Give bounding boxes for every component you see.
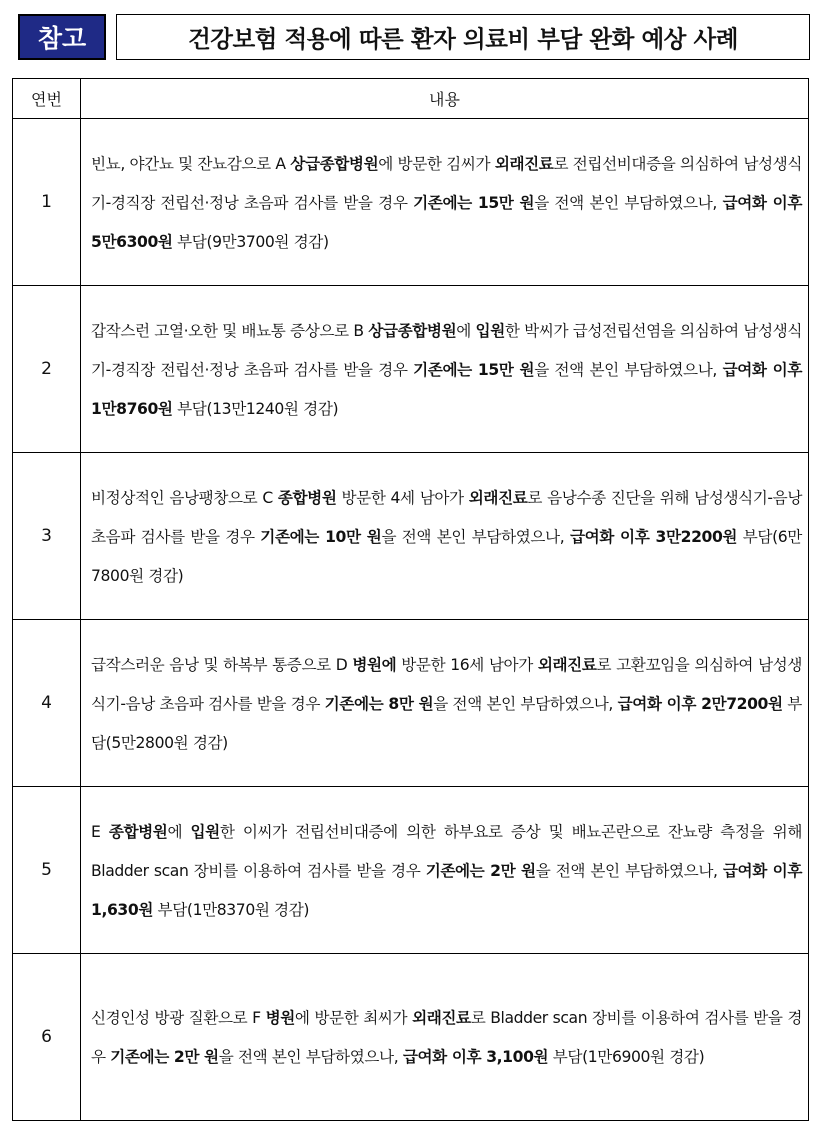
emphasis-text: 종합병원 <box>108 822 168 841</box>
table-row <box>13 954 809 1121</box>
body-text: 부담(5만2800원 경감) <box>91 694 802 752</box>
table-row <box>13 787 809 954</box>
body-text: 을 전액 본인 부담하였으나, <box>534 360 723 379</box>
row-number: 4 <box>13 620 81 787</box>
row-content <box>81 954 809 1121</box>
document-title: 건강보험 적용에 따른 환자 의료비 부담 완화 예상 사례 <box>116 14 810 60</box>
body-text: 을 전액 본인 부담하였으나, <box>433 694 618 713</box>
body-text: 비정상적인 음낭팽창으로 C <box>91 488 278 507</box>
emphasis-text: 외래진료 <box>412 1009 471 1027</box>
body-text: 급작스러운 음낭 및 하복부 통증으로 D <box>91 655 353 674</box>
body-text: 빈뇨, 야간뇨 및 잔뇨감으로 A <box>91 154 291 173</box>
body-text: 갑작스런 고열·오한 및 배뇨통 증상으로 B <box>91 321 369 340</box>
body-text: 한 이씨가 전립선비대증에 의한 하부요로 증상 및 배뇨곤란으로 잔뇨량 측정을 위해 Bladder scan 장비를 이용하여 검사를 받을 경우 <box>91 822 802 880</box>
document-header <box>12 12 808 66</box>
emphasis-text: 급여화 이후 3만2200원 <box>569 527 738 546</box>
emphasis-text: 종합병원 <box>277 488 337 507</box>
row-number: 3 <box>13 453 81 620</box>
body-text: 부담(9만3700원 경감) <box>172 232 329 251</box>
emphasis-text: 급여화 이후 2만7200원 <box>617 694 783 713</box>
row-content <box>81 453 809 620</box>
table-row <box>13 620 809 787</box>
body-text: 에 <box>167 822 191 841</box>
row-content <box>81 119 809 286</box>
body-text: 로 전립선비대증을 의심하여 남성생식기-경직장 전립선·정낭 초음파 검사를 받을 경우 <box>91 154 802 212</box>
body-text: 부담(1만6900원 경감) <box>548 1048 705 1066</box>
body-text: 로 음낭수종 진단을 위해 남성생식기-음낭 초음파 검사를 받을 경우 <box>91 488 802 546</box>
emphasis-text: 외래진료 <box>537 655 597 674</box>
table-body <box>13 119 809 1121</box>
reference-badge: 참고 <box>18 14 106 60</box>
body-text: 부담(13만1240원 경감) <box>172 399 339 418</box>
row-content <box>81 286 809 453</box>
body-text: 방문한 4세 남아가 <box>336 488 469 507</box>
row-number: 6 <box>13 954 81 1121</box>
row-content <box>81 620 809 787</box>
body-text: 을 전액 본인 부담하였으나, <box>534 193 723 212</box>
emphasis-text: 입원 <box>475 321 505 340</box>
cases-table <box>12 78 809 1121</box>
body-text: 방문한 16세 남아가 <box>396 655 538 674</box>
row-number: 1 <box>13 119 81 286</box>
emphasis-text: 기존에는 15만 원 <box>413 193 535 212</box>
body-text: 부담(1만8370원 경감) <box>153 900 310 919</box>
emphasis-text: 급여화 이후 3,100원 <box>402 1048 549 1066</box>
body-text: 을 전액 본인 부담하였으나, <box>218 1048 403 1066</box>
table-header-row <box>13 79 809 119</box>
emphasis-text: 상급종합병원 <box>290 154 379 173</box>
body-text: 부담(6만7800원 경감) <box>91 527 802 585</box>
emphasis-text: 기존에는 15만 원 <box>413 360 535 379</box>
emphasis-text: 기존에는 2만 원 <box>425 861 536 880</box>
row-content <box>81 787 809 954</box>
emphasis-text: 급여화 이후 5만6300원 <box>91 193 802 251</box>
table-row <box>13 119 809 286</box>
emphasis-text: 기존에는 2만 원 <box>110 1048 219 1066</box>
body-text: 에 방문한 최씨가 <box>294 1009 413 1027</box>
emphasis-text: 외래진료 <box>494 154 554 173</box>
emphasis-text: 급여화 이후 1,630원 <box>91 861 802 919</box>
emphasis-text: 기존에는 8만 원 <box>324 694 434 713</box>
column-header-content: 내용 <box>81 79 809 119</box>
table-row <box>13 286 809 453</box>
body-text: 에 방문한 김씨가 <box>378 154 495 173</box>
row-number: 2 <box>13 286 81 453</box>
body-text: 을 전액 본인 부담하였으나, <box>381 527 570 546</box>
body-text: 을 전액 본인 부담하였으나, <box>535 861 723 880</box>
body-text: 신경인성 방광 질환으로 F <box>91 1009 266 1027</box>
emphasis-text: 상급종합병원 <box>368 321 457 340</box>
body-text: E <box>91 822 109 841</box>
emphasis-text: 외래진료 <box>468 488 528 507</box>
column-header-number: 연번 <box>13 79 81 119</box>
row-number: 5 <box>13 787 81 954</box>
emphasis-text: 병원 <box>265 1009 295 1027</box>
body-text: 에 <box>456 321 476 340</box>
body-text: 로 고환꼬임을 의심하여 남성생식기-음낭 초음파 검사를 받을 경우 <box>91 655 802 713</box>
emphasis-text: 기존에는 10만 원 <box>260 527 382 546</box>
emphasis-text: 급여화 이후 1만8760원 <box>91 360 802 418</box>
body-text: 로 Bladder scan 장비를 이용하여 검사를 받을 경우 <box>91 1009 802 1066</box>
body-text: 한 박씨가 급성전립선염을 의심하여 남성생식기-경직장 전립선·정낭 초음파 검사를 받을 경우 <box>91 321 802 379</box>
emphasis-text: 입원 <box>190 822 220 841</box>
emphasis-text: 병원에 <box>352 655 397 674</box>
table-row <box>13 453 809 620</box>
